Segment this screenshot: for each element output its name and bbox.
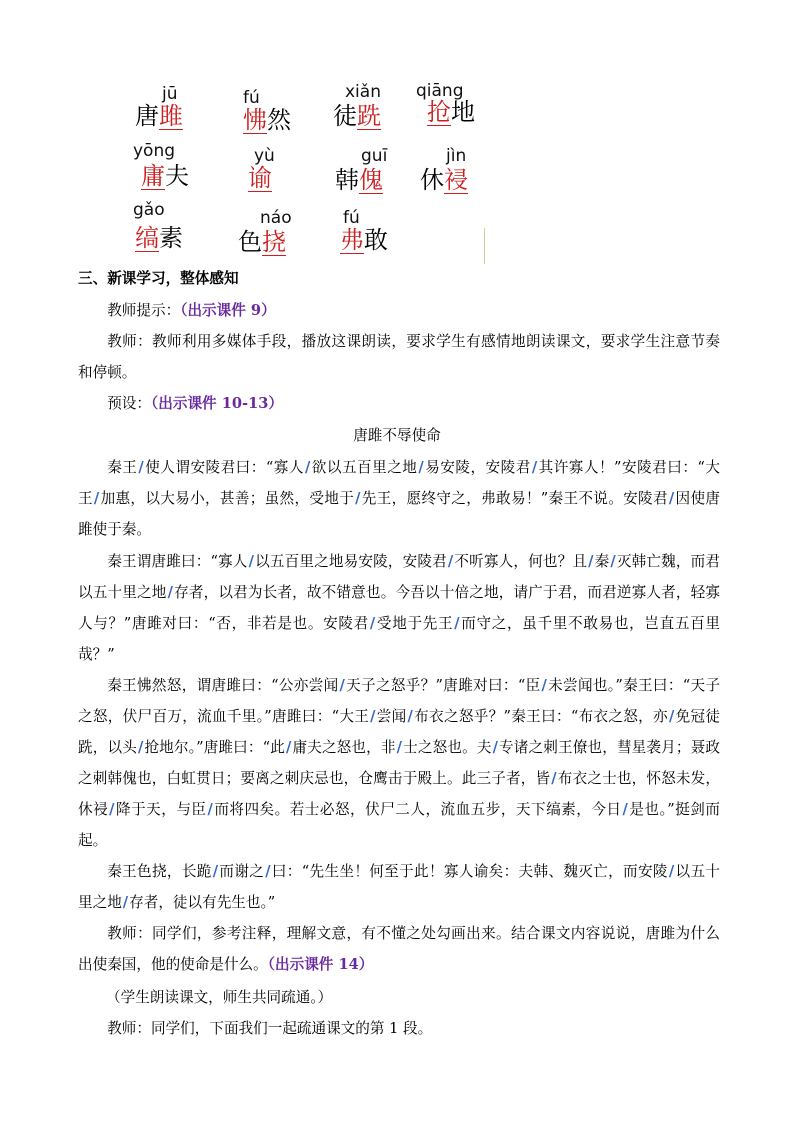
pinyin: náo <box>260 208 292 228</box>
pause-slash: / <box>622 801 628 818</box>
pinyin: fú <box>243 88 260 108</box>
teacher-hint: 教师提示：（出示课件 9） <box>107 302 276 319</box>
pause-slash: / <box>668 490 675 507</box>
vocab-word: 唐雎 <box>135 102 183 130</box>
pause-slash: / <box>418 459 424 476</box>
pause-slash: / <box>447 553 454 570</box>
preset: 预设：（出示课件 10-13） <box>107 395 284 412</box>
vocab-word: 弗敢 <box>340 226 388 254</box>
pause-slash: / <box>668 863 675 880</box>
pinyin: yōng <box>133 141 176 161</box>
vocab-word: 怫然 <box>243 106 291 134</box>
vocab-word: 休祲 <box>420 166 468 194</box>
classic-paragraph-2: 秦王谓唐雎曰：“寡人/以五百里之地易安陵，安陵君/不听寡人，何也？且/秦/灭韩亡魏，而君以五十里之地/存者，以君为长者，故不错意也。今吾以十倍之地，请广于君，而君逆寡人者，轻寡人与？”唐雎对曰：“否，非若是也。安陵君/受地于先王/而守之，虽千里不敢易也，岂直五百里哉？” <box>78 553 720 663</box>
pause-slash: / <box>212 863 219 880</box>
teacher-intro: 教师：教师利用多媒体手段，播放这课朗读，要求学生有感情地朗读课文，要求学生注意节奏和停顿。 <box>78 333 720 381</box>
teacher-next: 教师：同学们，下面我们一起疏通课文的第 1 段。 <box>107 1020 433 1037</box>
pause-slash: / <box>668 708 675 725</box>
pause-slash: / <box>369 615 376 632</box>
pause-slash: / <box>339 677 345 694</box>
student-activity: （学生朗读课文，师生共同疏通。） <box>106 989 333 1006</box>
vocab-word: 抢地 <box>427 98 475 126</box>
pinyin: gǎo <box>133 200 165 220</box>
pause-slash: / <box>551 770 557 787</box>
teacher-question: 教师：同学们，参考注释，理解文意，有不懂之处勾画出来。结合课文内容说说，唐雎为什么出使秦国，他的使命是什么。（出示课件 14） <box>78 925 720 973</box>
pause-slash: / <box>370 708 376 725</box>
pause-slash: / <box>207 801 213 818</box>
pinyin: jìn <box>446 146 467 166</box>
classic-paragraph-1: 秦王/使人谓安陵君曰：“寡人/欲以五百里之地/易安陵，安陵君/其许寡人！”安陵君曰：“大王/加惠，以大易小，甚善；虽然，受地于/先王，愿终守之，弗敢易！”秦王不说。安陵君/因使唐雎使于秦。 <box>78 459 720 538</box>
pinyin: jū <box>162 84 178 104</box>
vocab-word: 徒跣 <box>333 102 381 130</box>
vocab-word: 缟素 <box>135 224 183 252</box>
pinyin: xiǎn <box>345 82 381 102</box>
pause-slash: / <box>355 490 361 507</box>
vocab-word: 庸夫 <box>141 162 189 190</box>
pause-slash: / <box>304 459 311 476</box>
vocabulary-block <box>0 0 794 265</box>
pause-slash: / <box>588 553 594 570</box>
pause-slash: / <box>285 739 292 756</box>
pause-slash: / <box>137 739 144 756</box>
pause-slash: / <box>541 677 547 694</box>
pause-slash: / <box>138 459 144 476</box>
pinyin: fú <box>343 208 360 228</box>
pause-slash: / <box>109 801 115 818</box>
section-heading: 三、新课学习，整体感知 <box>78 270 239 287</box>
pause-slash: / <box>248 553 254 570</box>
vocab-word: 韩傀 <box>335 166 383 194</box>
pause-slash: / <box>610 553 616 570</box>
divider-line <box>484 228 485 264</box>
pause-slash: / <box>265 863 271 880</box>
pause-slash: / <box>122 894 129 911</box>
pause-slash: / <box>93 490 100 507</box>
pause-slash: / <box>492 739 498 756</box>
pause-slash: / <box>407 708 413 725</box>
vocab-word: 谕 <box>248 164 272 192</box>
pause-slash: / <box>531 459 538 476</box>
pause-slash: / <box>396 739 402 756</box>
classic-paragraph-3: 秦王怫然怒，谓唐雎曰：“公亦尝闻/天子之怒乎？”唐雎对曰：“臣/未尝闻也。”秦王曰：“天子之怒，伏尸百万，流血千里。”唐雎曰：“大王/尝闻/布衣之怒乎？”秦王曰：“布衣之怒，亦/免冠徒跣，以头/抢地尔。”唐雎曰：“此/庸夫之怒也，非/士之怒也。夫/专诸之刺王僚也，彗星袭月；聂政之刺韩傀也，白虹贯日；要离之刺庆忌也，仓鹰击于殿上。此三子者，皆/布衣之士也，怀怒未发，休祲/降于天，与臣/而将四矣。若士必怒，伏尸二人，流血五步，天下缟素，今日/是也。”挺剑而起。 <box>78 677 720 849</box>
classic-paragraph-4: 秦王色挠，长跪/而谢之/曰：“先生坐！何至于此！寡人谕矣：夫韩、魏灭亡，而安陵/以五十里之地/存者，徒以有先生也。” <box>78 863 720 911</box>
pause-slash: / <box>454 615 460 632</box>
pinyin: guī <box>361 146 388 166</box>
text-title: 唐雎不辱使命 <box>353 427 441 444</box>
pinyin: yù <box>254 146 275 166</box>
pinyin: qiāng <box>416 81 464 101</box>
pause-slash: / <box>167 584 173 601</box>
vocab-word: 色挠 <box>238 228 286 256</box>
